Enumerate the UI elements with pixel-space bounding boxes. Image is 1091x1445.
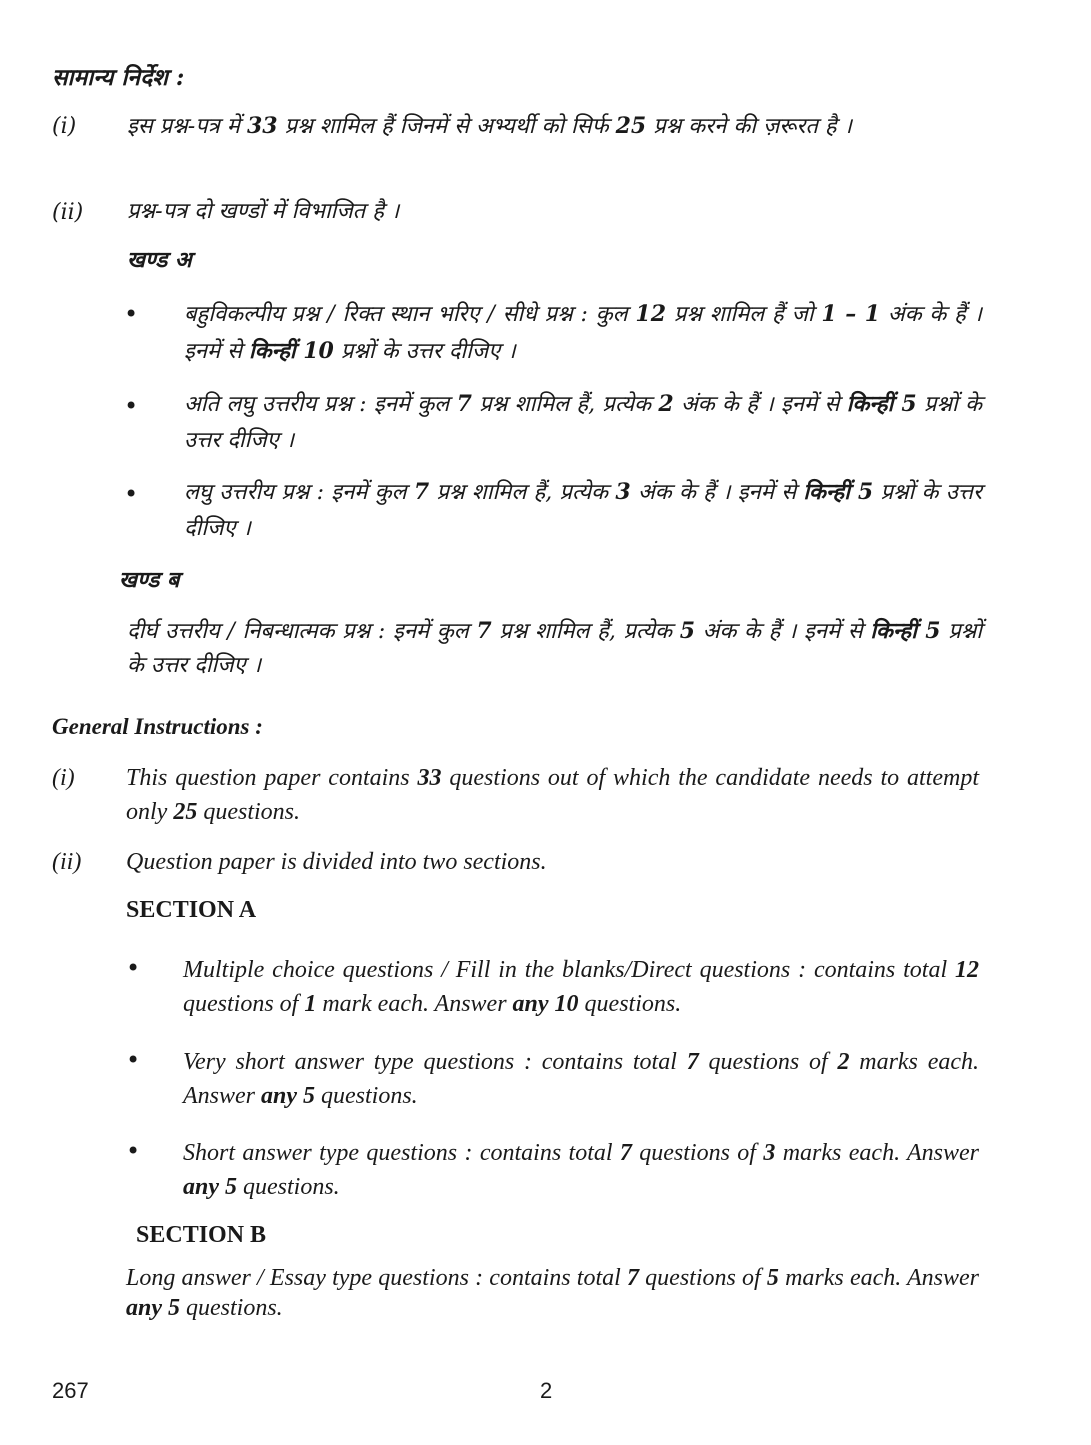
english-section-a-bullet-2: Very short answer type questions : contains total 7 questions of 2 marks each. Answer any 5 questions. — [183, 1049, 980, 1109]
bullet-icon: • — [124, 480, 139, 508]
hindi-item-2-number: (ii) — [52, 200, 84, 225]
english-section-b-heading: SECTION B — [136, 1222, 267, 1248]
english-section-a-heading: SECTION A — [126, 897, 257, 923]
english-section-a-bullet-3: Short answer type questions : contains total 7 questions of 3 marks each. Answer any 5 questions. — [183, 1140, 980, 1200]
bullet-icon: • — [126, 954, 141, 982]
english-section-b-text: Long answer / Essay type questions : contains total 7 questions of 5 marks each. Answer any 5 questions. — [126, 1265, 980, 1321]
bullet-icon: • — [126, 1046, 141, 1074]
english-item-1-number: (i) — [52, 765, 75, 791]
paper-code: 267 — [52, 1378, 89, 1403]
hindi-section-b-heading: खण्ड ब — [119, 567, 180, 593]
hindi-item-2-text: प्रश्न-पत्र दो खण्डों में विभाजित है । — [127, 199, 400, 224]
bullet-icon: • — [124, 300, 139, 328]
hindi-section-a-bullet-3: लघु उत्तरीय प्रश्न : इनमें कुल 7 प्रश्न शामिल हैं, प्रत्येक 3 अंक के हैं । इनमें से किन्हीं 5 प्रश्नों के उत्तर दीजिए । — [184, 479, 982, 541]
hindi-item-1-text: इस प्रश्न-पत्र में 33 प्रश्न शामिल हैं जिनमें से अभ्यर्थी को सिर्फ 25 प्रश्न करने की ज़रूरत है । — [127, 113, 852, 139]
bullet-icon: • — [126, 1137, 141, 1165]
hindi-section-a-heading: खण्ड अ — [127, 247, 192, 273]
hindi-instructions-title: सामान्य निर्देश : — [52, 64, 185, 91]
english-section-a-bullet-1: Multiple choice questions / Fill in the blanks/Direct questions : contains total 12 questions of 1 mark each. Answer any 10 questions. — [183, 957, 979, 1017]
hindi-section-b-text: दीर्घ उत्तरीय / निबन्धात्मक प्रश्न : इनमें कुल 7 प्रश्न शामिल हैं, प्रत्येक 5 अंक के हैं । इनमें से किन्हीं 5 प्रश्नों के उत्तर दीजिए । — [127, 618, 982, 678]
english-item-2-number: (ii) — [52, 849, 82, 875]
english-instructions-title: General Instructions : — [52, 714, 263, 739]
english-item-2-text: Question paper is divided into two sections. — [126, 849, 547, 875]
hindi-item-1-number: (i) — [52, 114, 77, 139]
english-item-1-text: This question paper contains 33 questions out of which the candidate needs to attempt only 25 questions. — [126, 765, 979, 825]
hindi-section-a-bullet-2: अति लघु उत्तरीय प्रश्न : इनमें कुल 7 प्रश्न शामिल हैं, प्रत्येक 2 अंक के हैं । इनमें से किन्हीं 5 प्रश्नों के उत्तर दीजिए । — [184, 391, 982, 453]
hindi-section-a-bullet-1: बहुविकल्पीय प्रश्न / रिक्त स्थान भरिए / सीधे प्रश्न : कुल 12 प्रश्न शामिल हैं जो 1 – 1 अंक के हैं । इनमें से किन्हीं 10 प्रश्नों के उत्तर दीजिए । — [184, 301, 983, 364]
bullet-icon: • — [124, 392, 139, 420]
page-number: 2 — [540, 1378, 553, 1403]
